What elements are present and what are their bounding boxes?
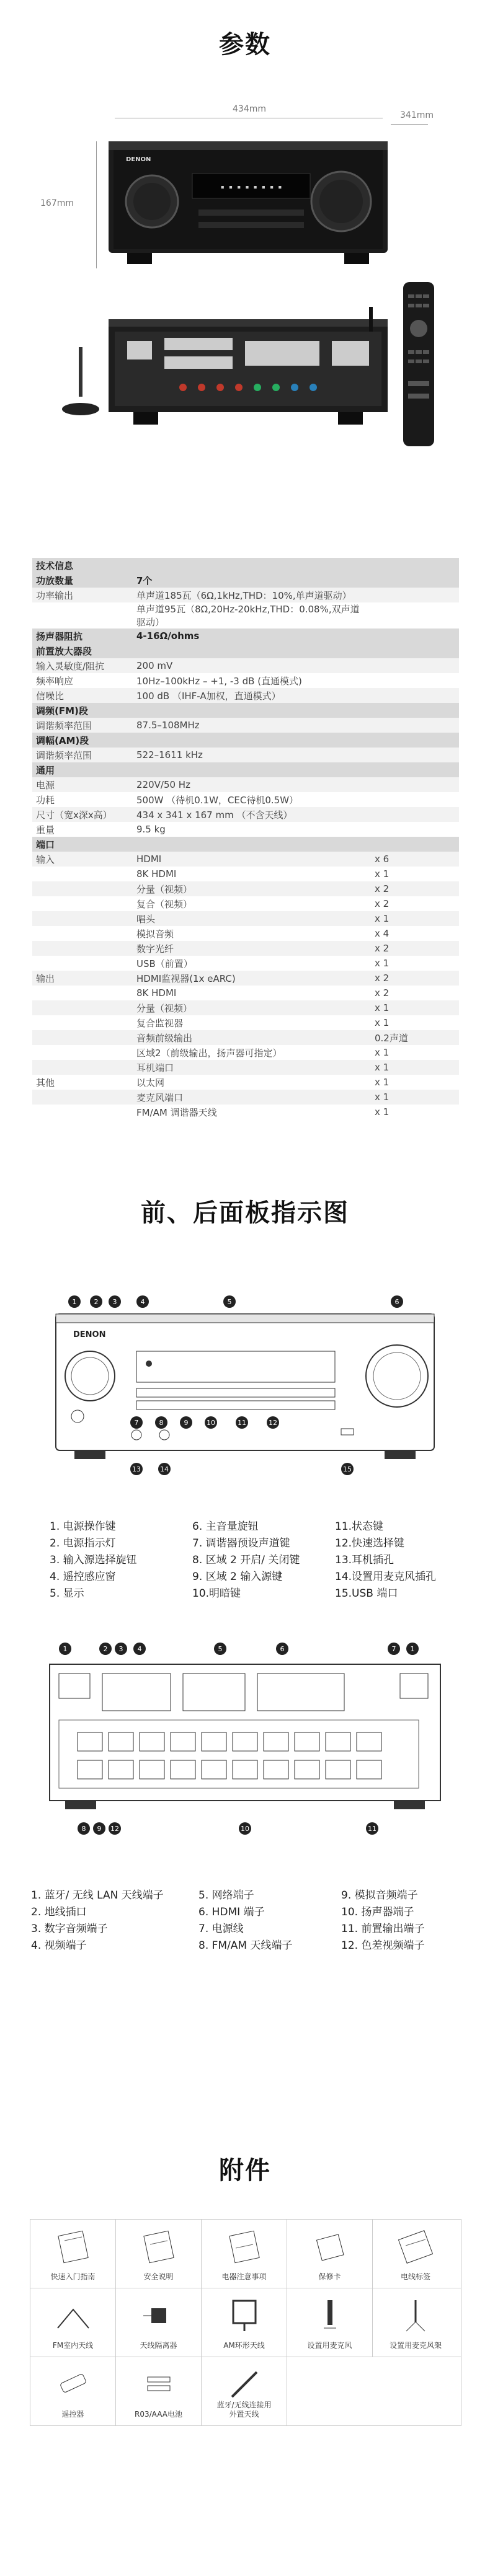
spec-section-row bbox=[32, 643, 459, 658]
spec-cell-c3 bbox=[371, 643, 459, 658]
accessories-row bbox=[30, 2357, 461, 2425]
svg-text:11: 11 bbox=[238, 1419, 246, 1427]
accessory-cell bbox=[202, 2220, 287, 2288]
spec-row bbox=[32, 792, 459, 807]
accessory-label: 设置用麦克风架 bbox=[389, 2341, 442, 2350]
spec-cell-c1: 端口 bbox=[32, 837, 133, 852]
spec-cell-c1: 前置放大器段 bbox=[32, 643, 133, 658]
spec-cell-c1: 信噪比 bbox=[32, 688, 133, 703]
spec-cell-c1: 功放数量 bbox=[32, 573, 133, 588]
svg-text:2: 2 bbox=[103, 1645, 108, 1653]
accessory-cell bbox=[202, 2288, 287, 2357]
accessory-cell bbox=[30, 2357, 116, 2425]
spec-row bbox=[32, 602, 459, 629]
legend-item: 11.状态键 bbox=[335, 1520, 384, 1533]
spec-cell-c3 bbox=[371, 792, 459, 807]
spec-section-row bbox=[32, 837, 459, 852]
spec-table bbox=[32, 558, 459, 1119]
brand-logo: DENON bbox=[126, 156, 151, 163]
spec-row bbox=[32, 1045, 459, 1060]
spec-cell-c2 bbox=[133, 733, 371, 748]
spec-cell-c2: 9.5 kg bbox=[133, 822, 371, 837]
spec-cell-c1 bbox=[32, 1060, 133, 1075]
legend-item: 1. 蓝牙/ 无线 LAN 天线端子 bbox=[31, 1889, 164, 1902]
rear-panel-diagram bbox=[40, 1639, 450, 1844]
depth-dimension-line bbox=[391, 124, 428, 125]
svg-text:8: 8 bbox=[81, 1825, 86, 1833]
legend-row bbox=[31, 1938, 459, 1954]
accessory-label: 电器注意事项 bbox=[221, 2272, 267, 2281]
spec-cell-c3: x 1 bbox=[371, 1060, 459, 1075]
svg-text:12: 12 bbox=[269, 1419, 277, 1427]
spec-cell-c1 bbox=[32, 956, 133, 971]
mic-stand-icon bbox=[397, 2297, 434, 2334]
spec-cell-c3: x 2 bbox=[371, 881, 459, 896]
setup-mic-icon bbox=[311, 2297, 349, 2334]
spec-cell-c3 bbox=[371, 807, 459, 822]
svg-text:4: 4 bbox=[137, 1645, 142, 1653]
svg-text:10: 10 bbox=[207, 1419, 215, 1427]
svg-text:1: 1 bbox=[63, 1645, 68, 1653]
accessory-cell bbox=[287, 2357, 373, 2425]
accessory-label: FM室内天线 bbox=[52, 2341, 94, 2350]
accessory-cell bbox=[202, 2357, 287, 2425]
spec-cell-c1 bbox=[32, 986, 133, 1000]
spec-row bbox=[32, 971, 459, 986]
spec-cell-c2: 单声道185瓦（6Ω,1kHz,THD：10%,单声道驱动） bbox=[133, 588, 371, 602]
legend-row bbox=[31, 1887, 459, 1904]
spec-cell-c1: 频率响应 bbox=[32, 673, 133, 688]
legend-item: 8. 区域 2 开启/ 关闭键 bbox=[192, 1554, 300, 1566]
spec-cell-c3: x 4 bbox=[371, 926, 459, 941]
svg-text:13: 13 bbox=[132, 1465, 141, 1473]
legend-item: 4. 遥控感应窗 bbox=[50, 1571, 116, 1583]
accessory-cell bbox=[116, 2220, 202, 2288]
spec-row bbox=[32, 1105, 459, 1119]
spec-cell-c2 bbox=[133, 837, 371, 852]
spec-section-row bbox=[32, 703, 459, 718]
spec-cell-c1: 功率输出 bbox=[32, 588, 133, 602]
legend-item: 5. 网络端子 bbox=[198, 1889, 254, 1902]
spec-cell-c2: 100 dB （IHF-A加权，直通模式） bbox=[133, 688, 371, 703]
spec-cell-c1: 调幅(AM)段 bbox=[32, 733, 133, 748]
spec-cell-c2: 500W （待机0.1W，CEC待机0.5W） bbox=[133, 792, 371, 807]
spec-cell-c1 bbox=[32, 1000, 133, 1015]
accessory-cell bbox=[373, 2357, 458, 2425]
svg-text:▪ ▪ ▪ ▪ ▪ ▪ ▪ ▪: ▪ ▪ ▪ ▪ ▪ ▪ ▪ ▪ bbox=[220, 183, 282, 191]
spec-cell-c3 bbox=[371, 629, 459, 643]
spec-cell-c1 bbox=[32, 867, 133, 881]
legend-row bbox=[31, 1921, 459, 1938]
legend-row bbox=[50, 1535, 459, 1552]
spec-cell-c3 bbox=[371, 558, 459, 573]
spec-cell-c1: 通用 bbox=[32, 762, 133, 777]
spec-cell-c2: 以太网 bbox=[133, 1075, 371, 1090]
spec-cell-c3: x 1 bbox=[371, 1075, 459, 1090]
legend-item: 12.快速选择键 bbox=[335, 1537, 405, 1550]
spec-row bbox=[32, 1000, 459, 1015]
accessory-cell bbox=[373, 2288, 458, 2357]
spec-cell-c2: 数字光纤 bbox=[133, 941, 371, 956]
spec-cell-c1 bbox=[32, 896, 133, 911]
spec-row bbox=[32, 956, 459, 971]
spec-cell-c1 bbox=[32, 911, 133, 926]
spec-cell-c3 bbox=[371, 748, 459, 762]
spec-cell-c3 bbox=[371, 673, 459, 688]
legend-row bbox=[50, 1519, 459, 1535]
depth-dimension: 341mm bbox=[400, 110, 434, 120]
spec-cell-c2: 区域2（前级输出，扬声器可指定） bbox=[133, 1045, 371, 1060]
legend-row bbox=[50, 1552, 459, 1569]
legend-item: 10. 扬声器端子 bbox=[341, 1906, 414, 1918]
svg-text:15: 15 bbox=[343, 1465, 352, 1473]
spec-cell-c2: 522–1611 kHz bbox=[133, 748, 371, 762]
svg-text:8: 8 bbox=[159, 1419, 164, 1427]
spec-cell-c1: 调频(FM)段 bbox=[32, 703, 133, 718]
accessory-cell bbox=[373, 2220, 458, 2288]
am-loop-antenna-icon bbox=[226, 2297, 263, 2334]
spec-cell-c3 bbox=[371, 703, 459, 718]
accessory-label: 天线隔离器 bbox=[140, 2341, 177, 2350]
legend-item: 2. 电源指示灯 bbox=[50, 1537, 116, 1550]
spec-cell-c3 bbox=[371, 837, 459, 852]
accessory-label: R03/AAA电池 bbox=[135, 2410, 182, 2419]
battery-icon bbox=[140, 2366, 177, 2403]
spec-row bbox=[32, 896, 459, 911]
legend-item: 9. 区域 2 输入源键 bbox=[192, 1571, 283, 1583]
accessory-label: 遥控器 bbox=[61, 2410, 84, 2419]
spec-cell-c2: HDMI bbox=[133, 852, 371, 867]
accessory-label: 电线标签 bbox=[400, 2272, 430, 2281]
spec-cell-c3 bbox=[371, 762, 459, 777]
external-antenna-icon bbox=[226, 2366, 263, 2403]
accessory-cell bbox=[287, 2288, 373, 2357]
spec-row bbox=[32, 777, 459, 792]
spec-cell-c1: 重量 bbox=[32, 822, 133, 837]
spec-cell-c3 bbox=[371, 588, 459, 602]
accessory-label: 蓝牙/无线连接用 外置天线 bbox=[216, 2401, 272, 2419]
receiver-front-image bbox=[109, 136, 388, 273]
legend-row bbox=[50, 1569, 459, 1586]
svg-text:1: 1 bbox=[410, 1645, 415, 1653]
setup-mic-photo bbox=[59, 347, 102, 421]
legend-item: 13.耳机插孔 bbox=[335, 1554, 394, 1566]
spec-cell-c3: 0.2声道 bbox=[371, 1030, 459, 1045]
antenna-isolator-icon bbox=[140, 2297, 177, 2334]
spec-cell-c1 bbox=[32, 881, 133, 896]
notice-sheet-icon bbox=[226, 2228, 263, 2265]
spec-row bbox=[32, 588, 459, 602]
spec-row bbox=[32, 673, 459, 688]
spec-cell-c3: x 1 bbox=[371, 1000, 459, 1015]
accessory-cell bbox=[287, 2220, 373, 2288]
spec-cell-c1: 调谐频率范围 bbox=[32, 748, 133, 762]
legend-item: 9. 模拟音频端子 bbox=[341, 1889, 418, 1902]
accessory-cell bbox=[30, 2220, 116, 2288]
spec-cell-c2 bbox=[133, 643, 371, 658]
spec-cell-c3: x 1 bbox=[371, 911, 459, 926]
spec-row bbox=[32, 658, 459, 673]
spec-cell-c1: 电源 bbox=[32, 777, 133, 792]
svg-text:5: 5 bbox=[227, 1298, 232, 1306]
spec-row bbox=[32, 822, 459, 837]
accessory-label: 快速入门指南 bbox=[50, 2272, 96, 2281]
spec-cell-c1: 输出 bbox=[32, 971, 133, 986]
spec-cell-c3 bbox=[371, 777, 459, 792]
spec-cell-c2: 220V/50 Hz bbox=[133, 777, 371, 792]
spec-row bbox=[32, 986, 459, 1000]
spec-row bbox=[32, 1060, 459, 1075]
legend-item: 14.设置用麦克风插孔 bbox=[335, 1571, 437, 1583]
spec-cell-c2: 音频前级输出 bbox=[133, 1030, 371, 1045]
spec-cell-c3 bbox=[371, 718, 459, 733]
svg-text:6: 6 bbox=[394, 1298, 399, 1306]
spec-row bbox=[32, 867, 459, 881]
height-dimension-line bbox=[96, 141, 97, 268]
legend-item: 5. 显示 bbox=[50, 1587, 84, 1600]
legend-item: 3. 数字音频端子 bbox=[31, 1923, 108, 1935]
spec-cell-c2: 200 mV bbox=[133, 658, 371, 673]
legend-item: 7. 电源线 bbox=[198, 1923, 244, 1935]
svg-text:7: 7 bbox=[134, 1419, 139, 1427]
spec-section-row bbox=[32, 558, 459, 573]
svg-text:DENON: DENON bbox=[73, 1330, 106, 1339]
remote-icon bbox=[55, 2366, 92, 2403]
section-title-accessories: 附件 bbox=[219, 2156, 271, 2185]
accessory-cell bbox=[116, 2357, 202, 2425]
spec-cell-c2: 7个 bbox=[133, 573, 371, 588]
legend-item: 6. HDMI 端子 bbox=[198, 1906, 265, 1918]
spec-cell-c1: 尺寸（宽x深x高） bbox=[32, 807, 133, 822]
spec-cell-c2: 87.5–108MHz bbox=[133, 718, 371, 733]
spec-cell-c1: 技术信息 bbox=[32, 558, 133, 573]
spec-cell-c2: 分量（视频） bbox=[133, 881, 371, 896]
spec-cell-c2: 复合监视器 bbox=[133, 1015, 371, 1030]
spec-cell-c2: 分量（视频） bbox=[133, 1000, 371, 1015]
svg-text:3: 3 bbox=[112, 1298, 117, 1306]
accessories-grid bbox=[30, 2219, 461, 2426]
spec-cell-c2 bbox=[133, 703, 371, 718]
svg-text:12: 12 bbox=[110, 1825, 119, 1833]
accessory-cell bbox=[116, 2288, 202, 2357]
section-title-panels: 前、后面板指示图 bbox=[141, 1199, 349, 1227]
svg-text:10: 10 bbox=[241, 1825, 249, 1833]
spec-cell-c2: 10Hz–100kHz – +1, -3 dB (直通模式) bbox=[133, 673, 371, 688]
spec-cell-c2: 麦克风端口 bbox=[133, 1090, 371, 1105]
height-dimension: 167mm bbox=[40, 198, 74, 208]
spec-row bbox=[32, 911, 459, 926]
legend-row bbox=[31, 1904, 459, 1921]
spec-cell-c2: USB（前置） bbox=[133, 956, 371, 971]
front-panel-diagram bbox=[43, 1292, 447, 1478]
spec-cell-c2: 耳机端口 bbox=[133, 1060, 371, 1075]
accessory-cell bbox=[30, 2288, 116, 2357]
safety-sheet-icon bbox=[140, 2228, 177, 2265]
spec-cell-c2: 8K HDMI bbox=[133, 986, 371, 1000]
legend-item: 2. 地线插口 bbox=[31, 1906, 87, 1918]
spec-cell-c3 bbox=[371, 733, 459, 748]
svg-text:3: 3 bbox=[118, 1645, 123, 1653]
spec-cell-c2: 唱头 bbox=[133, 911, 371, 926]
legend-item: 15.USB 端口 bbox=[335, 1587, 398, 1600]
spec-row bbox=[32, 1075, 459, 1090]
legend-item: 4. 视频端子 bbox=[31, 1939, 87, 1952]
spec-cell-c1 bbox=[32, 1030, 133, 1045]
accessory-label: AM环形天线 bbox=[223, 2341, 265, 2350]
spec-cell-c3: x 1 bbox=[371, 1090, 459, 1105]
svg-text:9: 9 bbox=[97, 1825, 102, 1833]
accessory-label: 保修卡 bbox=[318, 2272, 341, 2281]
accessories-row bbox=[30, 2220, 461, 2288]
remote-photo bbox=[397, 282, 440, 449]
spec-cell-c1: 功耗 bbox=[32, 792, 133, 807]
spec-cell-c1: 输入灵敏度/阻抗 bbox=[32, 658, 133, 673]
spec-cell-c1 bbox=[32, 602, 133, 629]
spec-cell-c3: x 1 bbox=[371, 956, 459, 971]
spec-cell-c1 bbox=[32, 926, 133, 941]
legend-item: 11. 前置输出端子 bbox=[341, 1923, 425, 1935]
spec-cell-c2: 复合（视频） bbox=[133, 896, 371, 911]
section-title-params: 参数 bbox=[219, 30, 271, 59]
spec-cell-c2: FM/AM 调谐器天线 bbox=[133, 1105, 371, 1119]
accessory-label: 安全说明 bbox=[143, 2272, 174, 2281]
spec-section-row bbox=[32, 573, 459, 588]
legend-row bbox=[50, 1586, 459, 1602]
spec-row bbox=[32, 1030, 459, 1045]
spec-cell-c1: 调谐频率范围 bbox=[32, 718, 133, 733]
spec-cell-c3: x 2 bbox=[371, 986, 459, 1000]
spec-cell-c3 bbox=[371, 658, 459, 673]
svg-text:7: 7 bbox=[391, 1645, 396, 1653]
spec-row bbox=[32, 1090, 459, 1105]
legend-item: 8. FM/AM 天线端子 bbox=[198, 1939, 293, 1952]
spec-cell-c2: HDMI监视器(1x eARC) bbox=[133, 971, 371, 986]
spec-cell-c3: x 1 bbox=[371, 1015, 459, 1030]
spec-row bbox=[32, 807, 459, 822]
spec-cell-c2: 模拟音频 bbox=[133, 926, 371, 941]
spec-row bbox=[32, 926, 459, 941]
cable-label-icon bbox=[397, 2228, 434, 2265]
spec-cell-c3: x 2 bbox=[371, 971, 459, 986]
spec-row bbox=[32, 1015, 459, 1030]
svg-text:14: 14 bbox=[160, 1465, 169, 1473]
spec-cell-c2 bbox=[133, 558, 371, 573]
legend-item: 12. 色差视频端子 bbox=[341, 1939, 425, 1952]
spec-cell-c3: x 2 bbox=[371, 896, 459, 911]
spec-cell-c3 bbox=[371, 688, 459, 703]
spec-cell-c3 bbox=[371, 573, 459, 588]
legend-item: 7. 调谐器预设声道键 bbox=[192, 1537, 290, 1550]
spec-section-row bbox=[32, 762, 459, 777]
spec-cell-c3: x 2 bbox=[371, 941, 459, 956]
spec-row bbox=[32, 852, 459, 867]
svg-text:9: 9 bbox=[184, 1419, 189, 1427]
spec-cell-c3 bbox=[371, 602, 459, 629]
svg-text:5: 5 bbox=[218, 1645, 223, 1653]
spec-row bbox=[32, 688, 459, 703]
spec-cell-c2: 4-16Ω/ohms bbox=[133, 629, 371, 643]
svg-text:1: 1 bbox=[72, 1298, 77, 1306]
warranty-card-icon bbox=[311, 2228, 349, 2265]
legend-item: 3. 输入源选择旋钮 bbox=[50, 1554, 137, 1566]
spec-section-row bbox=[32, 733, 459, 748]
spec-cell-c1 bbox=[32, 1090, 133, 1105]
spec-cell-c3: x 6 bbox=[371, 852, 459, 867]
spec-cell-c1 bbox=[32, 1105, 133, 1119]
spec-section-row bbox=[32, 629, 459, 643]
legend-item: 1. 电源操作键 bbox=[50, 1520, 116, 1533]
legend-item: 6. 主音量旋钮 bbox=[192, 1520, 259, 1533]
rear-panel-legend bbox=[31, 1887, 459, 1954]
fm-antenna-icon bbox=[55, 2297, 92, 2334]
spec-cell-c1: 扬声器阻抗 bbox=[32, 629, 133, 643]
spec-cell-c3: x 1 bbox=[371, 1045, 459, 1060]
spec-cell-c2 bbox=[133, 762, 371, 777]
spec-cell-c3: x 1 bbox=[371, 1105, 459, 1119]
spec-row bbox=[32, 718, 459, 733]
spec-row bbox=[32, 941, 459, 956]
spec-row bbox=[32, 748, 459, 762]
spec-cell-c1: 其他 bbox=[32, 1075, 133, 1090]
legend-item: 10.明暗键 bbox=[192, 1587, 241, 1600]
spec-cell-c1 bbox=[32, 1015, 133, 1030]
quick-guide-icon bbox=[55, 2228, 92, 2265]
spec-cell-c1 bbox=[32, 1045, 133, 1060]
svg-text:6: 6 bbox=[280, 1645, 285, 1653]
accessories-row bbox=[30, 2288, 461, 2357]
front-panel-legend bbox=[50, 1519, 459, 1602]
svg-text:11: 11 bbox=[368, 1825, 376, 1833]
spec-row bbox=[32, 881, 459, 896]
spec-cell-c2: 8K HDMI bbox=[133, 867, 371, 881]
receiver-rear-image bbox=[109, 307, 388, 431]
svg-text:2: 2 bbox=[94, 1298, 99, 1306]
width-dimension: 434mm bbox=[233, 104, 266, 114]
accessory-label: 设置用麦克风 bbox=[307, 2341, 352, 2350]
spec-cell-c1: 输入 bbox=[32, 852, 133, 867]
spec-cell-c2: 单声道95瓦（8Ω,20Hz-20kHz,THD：0.08%,双声道驱动） bbox=[133, 602, 371, 629]
spec-cell-c2: 434 x 341 x 167 mm （不含天线） bbox=[133, 807, 371, 822]
spec-cell-c1 bbox=[32, 941, 133, 956]
svg-text:4: 4 bbox=[140, 1298, 145, 1306]
spec-cell-c3 bbox=[371, 822, 459, 837]
spec-cell-c3: x 1 bbox=[371, 867, 459, 881]
